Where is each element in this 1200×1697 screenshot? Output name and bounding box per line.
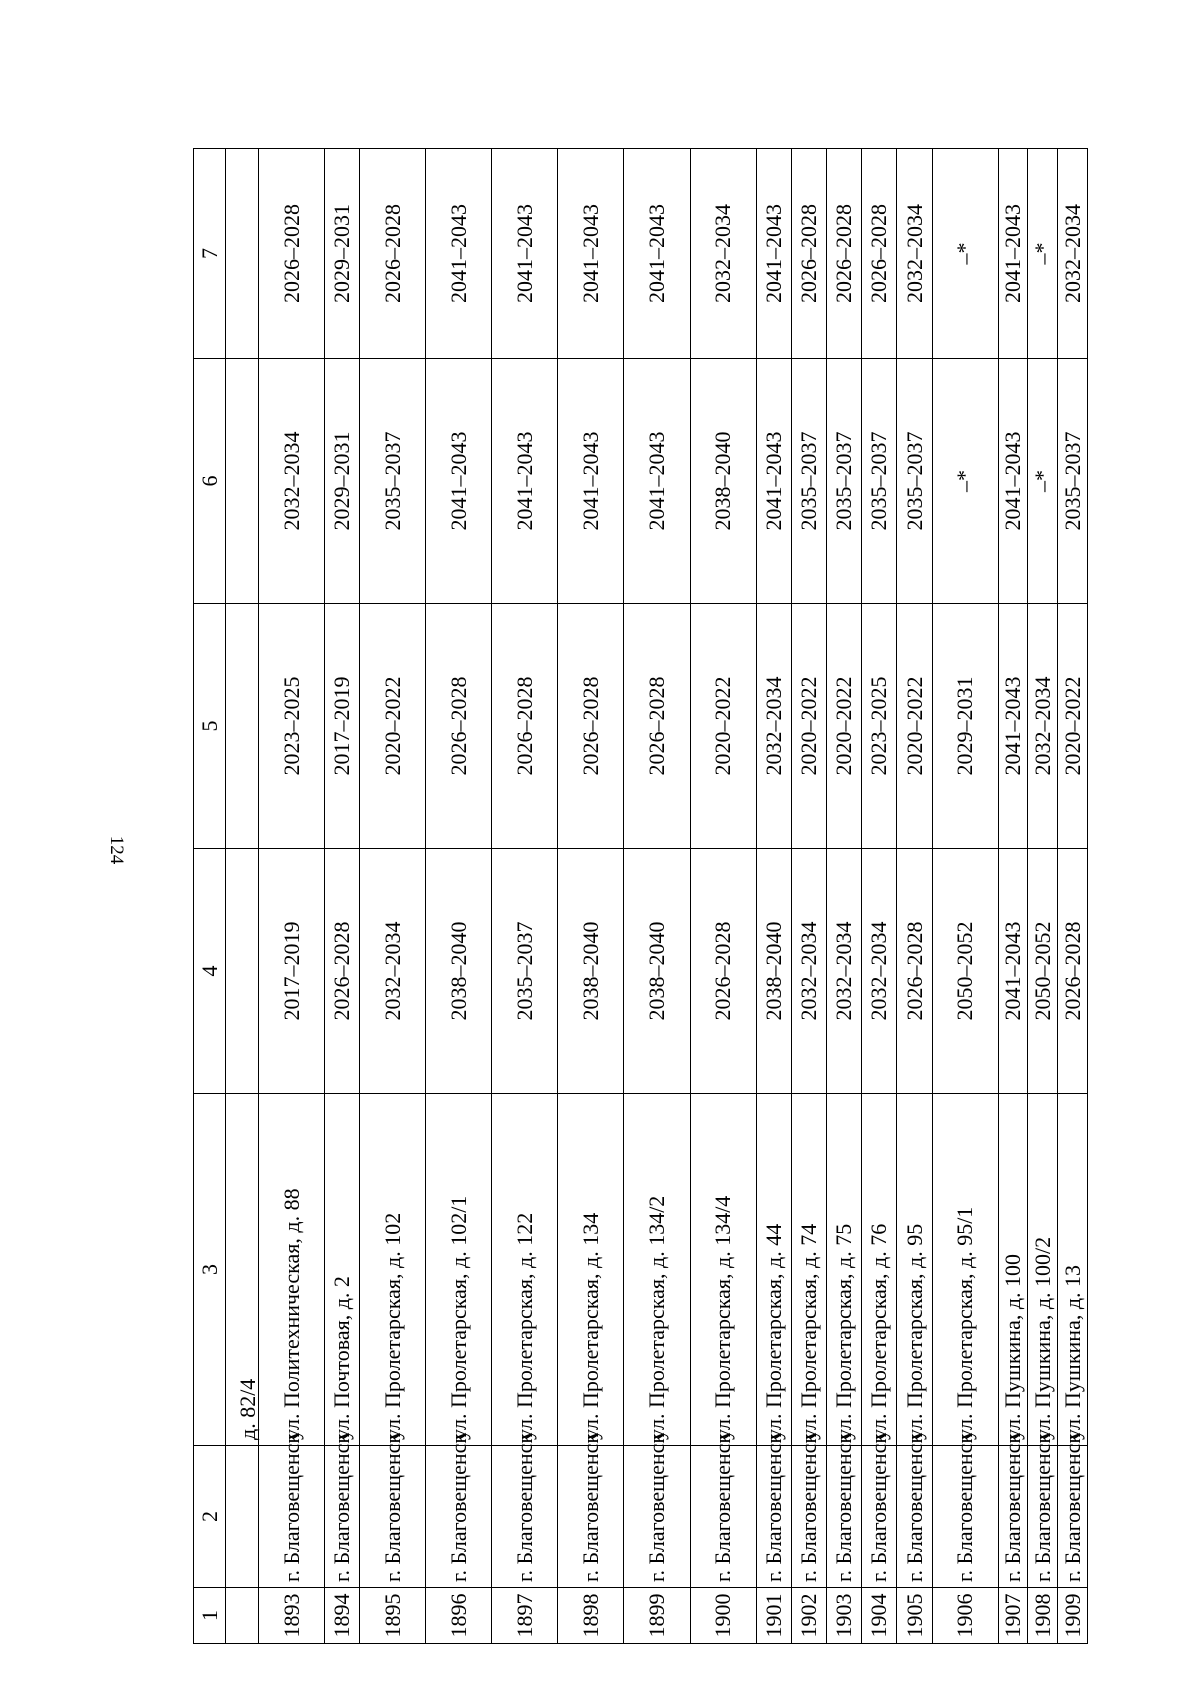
cell-value-col-4: 2038–2040 xyxy=(558,849,624,1094)
cell-row-number: 1909 xyxy=(1058,1588,1088,1644)
cell-value-col-5: 2026–2028 xyxy=(624,604,690,849)
cell-city: г. Благовещенск xyxy=(998,1446,1028,1588)
cell-value-col-4: 2035–2037 xyxy=(492,849,558,1094)
cell-address: ул. Пушкина, д. 100 xyxy=(998,1094,1028,1446)
cell-address: ул. Пролетарская, д. 95 xyxy=(897,1094,932,1446)
cell-row-number: 1908 xyxy=(1028,1588,1058,1644)
cell-value-col-5: 2020–2022 xyxy=(1058,604,1088,849)
table-body xyxy=(226,149,1088,1644)
table-row xyxy=(259,149,325,1644)
table-container xyxy=(193,149,1088,1644)
cell-value-col-6: 2041–2043 xyxy=(426,359,492,604)
cell-value-col-6: 2035–2037 xyxy=(897,359,932,604)
table-row xyxy=(325,149,360,1644)
cell-row-number: 1895 xyxy=(360,1588,426,1644)
cell-empty xyxy=(226,1446,259,1588)
cell-address: ул. Пролетарская, д. 95/1 xyxy=(932,1094,998,1446)
table-row xyxy=(897,149,932,1644)
cell-row-number: 1897 xyxy=(492,1588,558,1644)
cell-value-col-4: 2038–2040 xyxy=(756,849,791,1094)
cell-city: г. Благовещенск xyxy=(360,1446,426,1588)
cell-value-col-4: 2041–2043 xyxy=(998,849,1028,1094)
table-row xyxy=(827,149,862,1644)
cell-empty xyxy=(226,149,259,359)
cell-city: г. Благовещенск xyxy=(325,1446,360,1588)
cell-row-number: 1903 xyxy=(827,1588,862,1644)
cell-empty xyxy=(226,849,259,1094)
cell-address: ул. Политехническая, д. 88 xyxy=(259,1094,325,1446)
cell-value-col-6: 2041–2043 xyxy=(492,359,558,604)
header-col-3: 3 xyxy=(194,1094,226,1446)
cell-value-col-7: –* xyxy=(1028,149,1058,359)
cell-city: г. Благовещенск xyxy=(862,1446,897,1588)
cell-value-col-7: 2041–2043 xyxy=(426,149,492,359)
cell-value-col-4: 2026–2028 xyxy=(1058,849,1088,1094)
cell-city: г. Благовещенск xyxy=(558,1446,624,1588)
cell-value-col-4: 2050–2052 xyxy=(932,849,998,1094)
cell-city: г. Благовещенск xyxy=(1058,1446,1088,1588)
cell-value-col-6: 2029–2031 xyxy=(325,359,360,604)
cell-value-col-7: 2026–2028 xyxy=(259,149,325,359)
cell-row-number: 1905 xyxy=(897,1588,932,1644)
cell-value-col-5: 2020–2022 xyxy=(897,604,932,849)
cell-value-col-6: 2041–2043 xyxy=(756,359,791,604)
header-col-5: 5 xyxy=(194,604,226,849)
cell-value-col-6: 2035–2037 xyxy=(1058,359,1088,604)
cell-value-col-6: 2041–2043 xyxy=(998,359,1028,604)
cell-city: г. Благовещенск xyxy=(492,1446,558,1588)
cell-value-col-5: 2023–2025 xyxy=(862,604,897,849)
cell-value-col-4: 2026–2028 xyxy=(897,849,932,1094)
cell-value-col-6: 2035–2037 xyxy=(827,359,862,604)
table-row xyxy=(791,149,826,1644)
cell-row-number: 1893 xyxy=(259,1588,325,1644)
cell-value-col-5: 2026–2028 xyxy=(558,604,624,849)
cell-empty xyxy=(226,604,259,849)
cell-city: г. Благовещенск xyxy=(756,1446,791,1588)
header-col-2: 2 xyxy=(194,1446,226,1588)
cell-row-number: 1902 xyxy=(791,1588,826,1644)
cell-value-col-4: 2032–2034 xyxy=(791,849,826,1094)
continuation-row xyxy=(226,149,259,1644)
cell-address: ул. Пролетарская, д. 74 xyxy=(791,1094,826,1446)
cell-value-col-5: 2032–2034 xyxy=(1028,604,1058,849)
cell-address: ул. Почтовая, д. 2 xyxy=(325,1094,360,1446)
cell-value-col-6: 2041–2043 xyxy=(624,359,690,604)
cell-value-col-7: 2026–2028 xyxy=(827,149,862,359)
table-row xyxy=(426,149,492,1644)
cell-value-col-7: –* xyxy=(932,149,998,359)
cell-row-number: 1900 xyxy=(690,1588,756,1644)
cell-value-col-7: 2041–2043 xyxy=(492,149,558,359)
cell-row-number: 1899 xyxy=(624,1588,690,1644)
cell-value-col-6: 2032–2034 xyxy=(259,359,325,604)
cell-address: ул. Пролетарская, д. 122 xyxy=(492,1094,558,1446)
table-row xyxy=(862,149,897,1644)
table-row xyxy=(558,149,624,1644)
cell-value-col-6: 2035–2037 xyxy=(791,359,826,604)
cell-value-col-4: 2050–2052 xyxy=(1028,849,1058,1094)
table-row xyxy=(1028,149,1058,1644)
cell-empty xyxy=(226,359,259,604)
cell-value-col-4: 2038–2040 xyxy=(624,849,690,1094)
cell-address: ул. Пролетарская, д. 102/1 xyxy=(426,1094,492,1446)
cell-city: г. Благовещенск xyxy=(259,1446,325,1588)
table-row xyxy=(998,149,1028,1644)
cell-value-col-7: 2026–2028 xyxy=(862,149,897,359)
table-row xyxy=(360,149,426,1644)
cell-value-col-5: 2020–2022 xyxy=(690,604,756,849)
continued-address: д. 82/4 xyxy=(226,1094,259,1446)
cell-value-col-5: 2023–2025 xyxy=(259,604,325,849)
header-col-6: 6 xyxy=(194,359,226,604)
cell-value-col-4: 2032–2034 xyxy=(862,849,897,1094)
cell-value-col-6: –* xyxy=(932,359,998,604)
table-header xyxy=(194,149,226,1644)
cell-row-number: 1904 xyxy=(862,1588,897,1644)
cell-city: г. Благовещенск xyxy=(1028,1446,1058,1588)
cell-value-col-6: –* xyxy=(1028,359,1058,604)
page-number: 124 xyxy=(106,835,127,865)
schedule-table xyxy=(193,148,1088,1644)
table-row xyxy=(624,149,690,1644)
cell-value-col-4: 2017–2019 xyxy=(259,849,325,1094)
cell-address: ул. Пролетарская, д. 134/4 xyxy=(690,1094,756,1446)
cell-row-number: 1907 xyxy=(998,1588,1028,1644)
cell-address: ул. Пушкина, д. 13 xyxy=(1058,1094,1088,1446)
cell-value-col-4: 2026–2028 xyxy=(325,849,360,1094)
header-col-1: 1 xyxy=(194,1588,226,1644)
cell-address: ул. Пролетарская, д. 75 xyxy=(827,1094,862,1446)
cell-value-col-4: 2038–2040 xyxy=(426,849,492,1094)
cell-value-col-6: 2041–2043 xyxy=(558,359,624,604)
cell-value-col-5: 2017–2019 xyxy=(325,604,360,849)
cell-address: ул. Пролетарская, д. 44 xyxy=(756,1094,791,1446)
cell-address: ул. Пролетарская, д. 134/2 xyxy=(624,1094,690,1446)
cell-row-number: 1896 xyxy=(426,1588,492,1644)
cell-row-number: 1898 xyxy=(558,1588,624,1644)
cell-city: г. Благовещенск xyxy=(897,1446,932,1588)
cell-city: г. Благовещенск xyxy=(624,1446,690,1588)
cell-value-col-5: 2032–2034 xyxy=(756,604,791,849)
cell-city: г. Благовещенск xyxy=(932,1446,998,1588)
cell-city: г. Благовещенск xyxy=(827,1446,862,1588)
cell-value-col-5: 2026–2028 xyxy=(426,604,492,849)
table-row xyxy=(690,149,756,1644)
header-col-4: 4 xyxy=(194,849,226,1094)
table-row xyxy=(1058,149,1088,1644)
cell-value-col-7: 2041–2043 xyxy=(624,149,690,359)
cell-value-col-5: 2029–2031 xyxy=(932,604,998,849)
cell-value-col-6: 2035–2037 xyxy=(360,359,426,604)
cell-value-col-7: 2032–2034 xyxy=(897,149,932,359)
header-row xyxy=(194,149,226,1644)
cell-value-col-6: 2038–2040 xyxy=(690,359,756,604)
cell-value-col-7: 2041–2043 xyxy=(558,149,624,359)
cell-address: ул. Пролетарская, д. 102 xyxy=(360,1094,426,1446)
cell-value-col-5: 2026–2028 xyxy=(492,604,558,849)
cell-value-col-5: 2041–2043 xyxy=(998,604,1028,849)
cell-value-col-7: 2032–2034 xyxy=(690,149,756,359)
cell-row-number: 1906 xyxy=(932,1588,998,1644)
cell-value-col-4: 2026–2028 xyxy=(690,849,756,1094)
cell-city: г. Благовещенск xyxy=(690,1446,756,1588)
cell-address: ул. Пролетарская, д. 134 xyxy=(558,1094,624,1446)
table-row xyxy=(492,149,558,1644)
cell-value-col-5: 2020–2022 xyxy=(791,604,826,849)
cell-city: г. Благовещенск xyxy=(426,1446,492,1588)
cell-value-col-7: 2032–2034 xyxy=(1058,149,1088,359)
cell-value-col-7: 2029–2031 xyxy=(325,149,360,359)
cell-value-col-4: 2032–2034 xyxy=(827,849,862,1094)
cell-city: г. Благовещенск xyxy=(791,1446,826,1588)
table-row xyxy=(756,149,791,1644)
cell-value-col-7: 2026–2028 xyxy=(360,149,426,359)
cell-value-col-7: 2041–2043 xyxy=(756,149,791,359)
cell-empty xyxy=(226,1588,259,1644)
header-col-7: 7 xyxy=(194,149,226,359)
cell-value-col-4: 2032–2034 xyxy=(360,849,426,1094)
cell-row-number: 1901 xyxy=(756,1588,791,1644)
cell-address: ул. Пролетарская, д. 76 xyxy=(862,1094,897,1446)
cell-row-number: 1894 xyxy=(325,1588,360,1644)
cell-value-col-5: 2020–2022 xyxy=(360,604,426,849)
cell-address: ул. Пушкина, д. 100/2 xyxy=(1028,1094,1058,1446)
table-row xyxy=(932,149,998,1644)
cell-value-col-5: 2020–2022 xyxy=(827,604,862,849)
cell-value-col-7: 2041–2043 xyxy=(998,149,1028,359)
cell-value-col-7: 2026–2028 xyxy=(791,149,826,359)
cell-value-col-6: 2035–2037 xyxy=(862,359,897,604)
